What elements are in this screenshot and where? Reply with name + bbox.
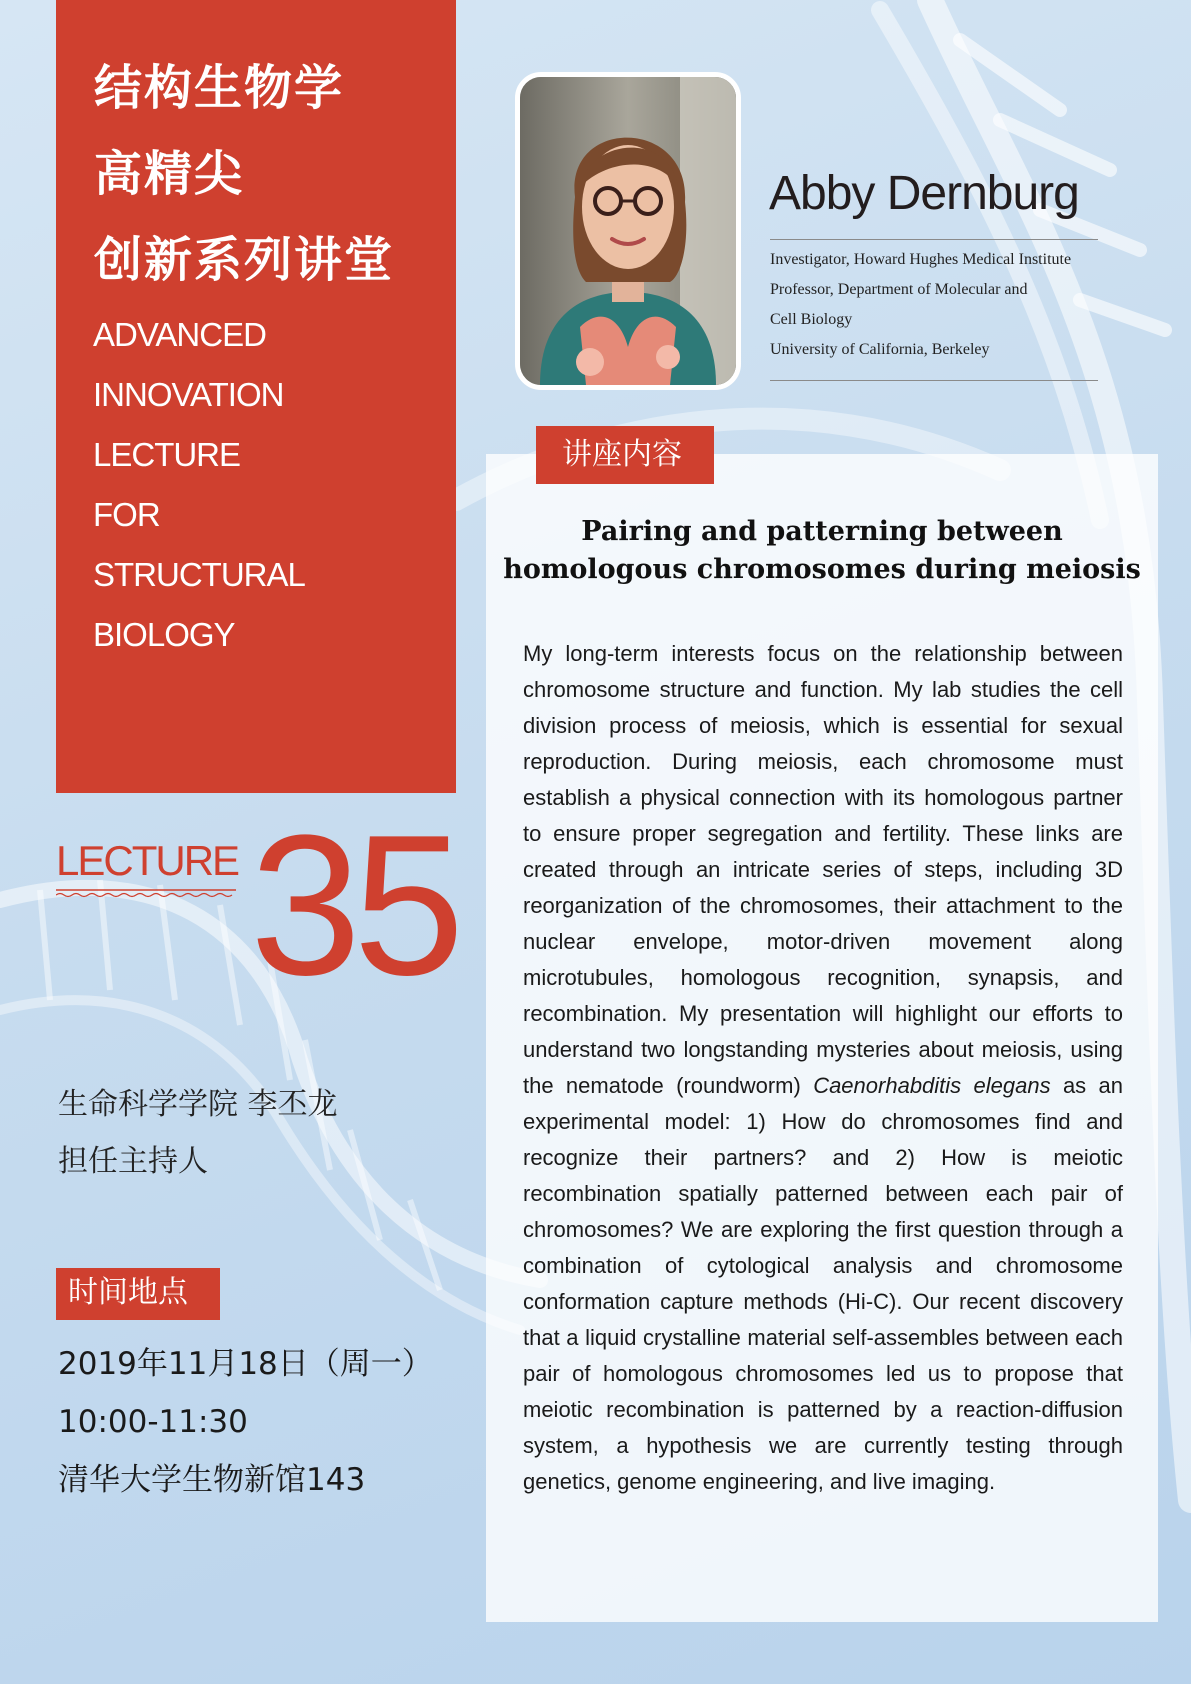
talk-abstract xyxy=(523,636,1123,1500)
series-title-cn-line-2: 高精尖 xyxy=(94,146,245,202)
series-title-en-line-5: STRUCTURAL xyxy=(93,556,305,593)
talk-abstract-part-1: My long-term interests focus on the relationship between chromosome structure and function. My lab studies the cell division process of meiosis, which is essential for sexual reproduction. During meiosis, each chromosome must establish a physical connection with its homologous partner to ensure proper segregation and fertility. These links are created through an intricate series of steps, including 3D reorganization of the chromosomes, their attachment to the nuclear envelope, motor-driven movement along microtubules, homologous recognition, synapsis, and recombination. My presentation will highlight our efforts to understand two longstanding mysteries about meiosis, using the nematode (roundworm) xyxy=(523,641,1123,1098)
speaker-photo xyxy=(515,72,741,390)
talk-abstract-part-2: as an experimental model: 1) How do chromosomes find and recognize their partners? and 2) How is meiotic recombination spatially patterned between each pair of chromosomes? We are exploring the first question through a combination of cytological analysis and chromosome conformation capture methods (Hi-C). Our recent discovery that a liquid crystalline material self-assembles between each pair of homologous chromosomes led us to propose that meiotic recombination is patterned by a reaction-diffusion system, a hypothesis we are currently testing through genetics, genome engineering, and live imaging. xyxy=(523,1073,1123,1494)
schedule-time: 10:00-11:30 xyxy=(58,1404,248,1440)
schedule-tag: 时间地点 xyxy=(56,1268,220,1320)
speaker-rule-top xyxy=(770,239,1098,240)
host-line-1: 生命科学学院 李丕龙 xyxy=(58,1087,338,1122)
series-title-en-line-4: FOR xyxy=(93,496,160,533)
series-title-en-line-3: LECTURE xyxy=(93,436,241,473)
talk-title-line-1: Pairing and patterning between xyxy=(581,516,1063,547)
lecture-label: LECTURE xyxy=(56,837,239,884)
schedule-place: 清华大学生物新馆143 xyxy=(58,1462,366,1498)
lecture-label-underline xyxy=(56,888,236,898)
speaker-affiliation-line-1: Investigator, Howard Hughes Medical Institute xyxy=(770,251,1072,268)
speaker-portrait-illustration xyxy=(520,77,736,385)
schedule-date: 2019年11月18日（周一） xyxy=(58,1346,433,1382)
series-title-en-line-1: ADVANCED xyxy=(93,316,266,353)
series-title-en-line-2: INNOVATION xyxy=(93,376,284,413)
talk-title-line-2: homologous chromosomes during meiosis xyxy=(503,554,1141,585)
speaker-affiliation-line-3: Cell Biology xyxy=(770,311,853,328)
speaker-name: Abby Dernburg xyxy=(769,167,1079,220)
series-title-cn-line-1: 结构生物学 xyxy=(94,60,345,116)
talk-tag: 讲座内容 xyxy=(536,426,714,484)
series-title-cn-line-3: 创新系列讲堂 xyxy=(94,232,395,288)
speaker-affiliation-line-2: Professor, Department of Molecular and xyxy=(770,281,1028,298)
host-line-2: 担任主持人 xyxy=(58,1144,208,1179)
lecture-number: 35 xyxy=(250,794,457,1017)
speaker-rule-bottom xyxy=(770,380,1098,381)
talk-abstract-species: Caenorhabditis elegans xyxy=(813,1073,1051,1098)
series-title-en-line-6: BIOLOGY xyxy=(93,616,235,653)
speaker-affiliation-line-4: University of California, Berkeley xyxy=(770,341,990,358)
